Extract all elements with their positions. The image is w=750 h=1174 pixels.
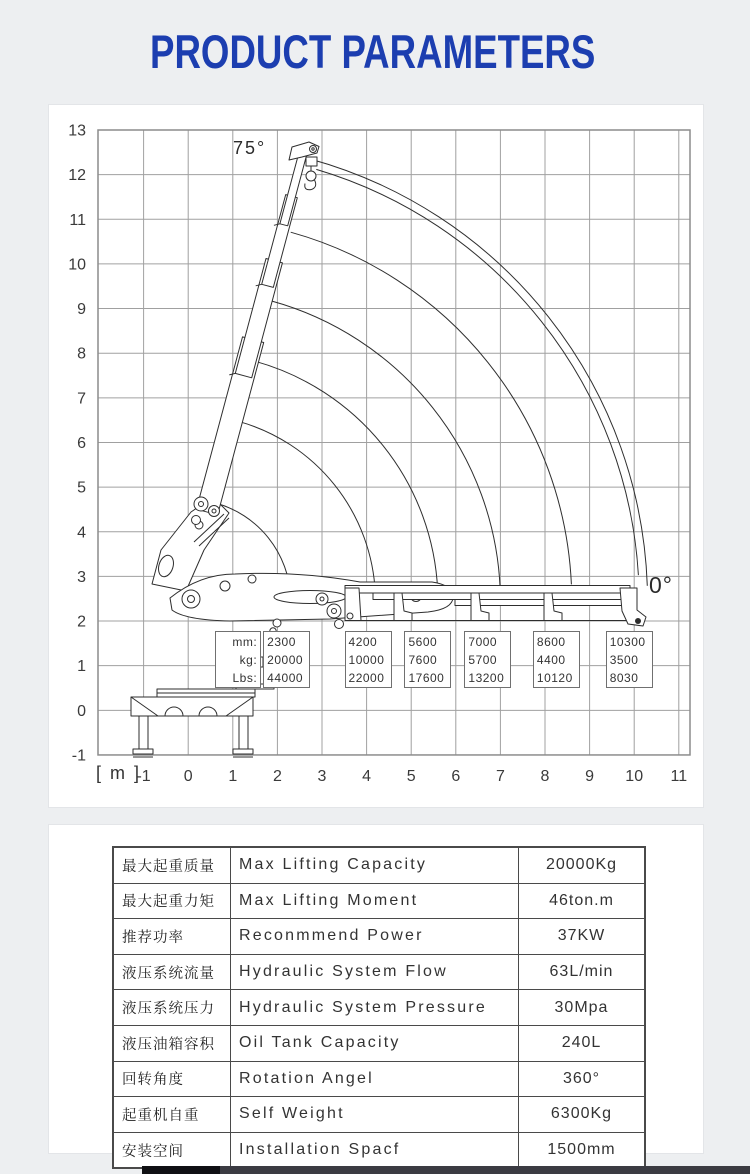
spec-name-en: Rotation Angel bbox=[231, 1061, 519, 1097]
reach-row-labels: mm: kg: Lbs: bbox=[215, 631, 261, 688]
x-tick-label: 7 bbox=[495, 768, 505, 785]
x-tick-label: 10 bbox=[625, 768, 644, 785]
x-tick-label: 8 bbox=[540, 768, 550, 785]
spec-row bbox=[113, 1097, 645, 1133]
spec-row bbox=[113, 1132, 645, 1168]
spec-name-cn: 液压油箱容积 bbox=[113, 1025, 231, 1061]
footer-bar-dark bbox=[142, 1166, 220, 1174]
spec-row bbox=[113, 1061, 645, 1097]
y-tick-label: 10 bbox=[68, 256, 86, 274]
spec-value: 30Mpa bbox=[519, 990, 646, 1026]
spec-value: 20000Kg bbox=[519, 847, 646, 883]
spec-name-en: Max Lifting Capacity bbox=[231, 847, 519, 883]
spec-name-en: Reconmmend Power bbox=[231, 919, 519, 955]
boom-max-angle-label: 75° bbox=[233, 138, 267, 158]
y-tick-label: 5 bbox=[77, 479, 86, 497]
boom-min-angle-label: 0° bbox=[649, 572, 673, 598]
reach-box: 5600 7600 17600 bbox=[404, 631, 451, 688]
x-tick-label: -1 bbox=[136, 768, 151, 785]
y-tick-label: 4 bbox=[77, 524, 86, 542]
page-title: PRODUCT PARAMETERS bbox=[150, 25, 596, 78]
spec-value: 63L/min bbox=[519, 954, 646, 990]
y-tick-label: 3 bbox=[77, 568, 86, 586]
spec-row bbox=[113, 954, 645, 990]
spec-value: 1500mm bbox=[519, 1132, 646, 1168]
reach-box: 8600 4400 10120 bbox=[533, 631, 580, 688]
grid bbox=[98, 130, 690, 755]
spec-name-en: Hydraulic System Flow bbox=[231, 954, 519, 990]
spec-table bbox=[112, 846, 646, 1169]
spec-row bbox=[113, 990, 645, 1026]
spec-row bbox=[113, 847, 645, 883]
reach-box: 2300 20000 44000 bbox=[263, 631, 310, 688]
spec-row bbox=[113, 883, 645, 919]
reach-box: 7000 5700 13200 bbox=[464, 631, 511, 688]
y-tick-label: 2 bbox=[77, 613, 86, 631]
y-tick-label: 9 bbox=[77, 301, 86, 319]
load-curve bbox=[272, 301, 501, 588]
x-tick-label: 2 bbox=[272, 768, 282, 785]
spec-name-cn: 液压系统压力 bbox=[113, 990, 231, 1026]
y-tick-label: 8 bbox=[77, 345, 86, 363]
spec-name-en: Hydraulic System Pressure bbox=[231, 990, 519, 1026]
reach-box: 10300 3500 8030 bbox=[606, 631, 653, 688]
spec-value: 46ton.m bbox=[519, 883, 646, 919]
spec-value: 37KW bbox=[519, 919, 646, 955]
spec-name-cn: 液压系统流量 bbox=[113, 954, 231, 990]
spec-value: 6300Kg bbox=[519, 1097, 646, 1133]
x-tick-label: 6 bbox=[451, 768, 461, 785]
spec-name-cn: 回转角度 bbox=[113, 1061, 231, 1097]
spec-name-cn: 起重机自重 bbox=[113, 1097, 231, 1133]
spec-name-cn: 最大起重力矩 bbox=[113, 883, 231, 919]
x-tick-label: 11 bbox=[670, 768, 688, 785]
y-tick-label: 13 bbox=[68, 122, 86, 140]
y-tick-label: 0 bbox=[77, 702, 86, 720]
spec-row bbox=[113, 1025, 645, 1061]
spec-value: 240L bbox=[519, 1025, 646, 1061]
load-curve bbox=[238, 421, 375, 593]
footer-bar-gray bbox=[220, 1166, 750, 1174]
y-tick-label: 12 bbox=[68, 167, 86, 185]
x-tick-label: 3 bbox=[317, 768, 327, 785]
spec-name-en: Max Lifting Moment bbox=[231, 883, 519, 919]
spec-name-cn: 最大起重质量 bbox=[113, 847, 231, 883]
load-curve bbox=[255, 361, 438, 590]
spec-row bbox=[113, 919, 645, 955]
spec-name-en: Oil Tank Capacity bbox=[231, 1025, 519, 1061]
spec-name-en: Self Weight bbox=[231, 1097, 519, 1133]
spec-name-en: Installation Spacf bbox=[231, 1132, 519, 1168]
spec-name-cn: 推荐功率 bbox=[113, 919, 231, 955]
spec-value: 360° bbox=[519, 1061, 646, 1097]
x-tick-label: 5 bbox=[406, 768, 416, 785]
load-curve bbox=[310, 159, 647, 586]
spec-name-cn: 安装空间 bbox=[113, 1132, 231, 1168]
x-tick-label: 0 bbox=[183, 768, 193, 785]
y-tick-label: 1 bbox=[77, 658, 86, 676]
x-tick-label: 9 bbox=[585, 768, 595, 785]
y-tick-label: -1 bbox=[71, 747, 86, 765]
x-axis-unit-label: [ m ] bbox=[96, 763, 141, 783]
reach-box: 4200 10000 22000 bbox=[345, 631, 392, 688]
y-tick-label: 11 bbox=[69, 211, 86, 229]
x-tick-label: 4 bbox=[362, 768, 372, 785]
y-tick-label: 7 bbox=[77, 390, 86, 408]
y-tick-label: 6 bbox=[77, 434, 86, 452]
x-tick-label: 1 bbox=[228, 768, 238, 785]
